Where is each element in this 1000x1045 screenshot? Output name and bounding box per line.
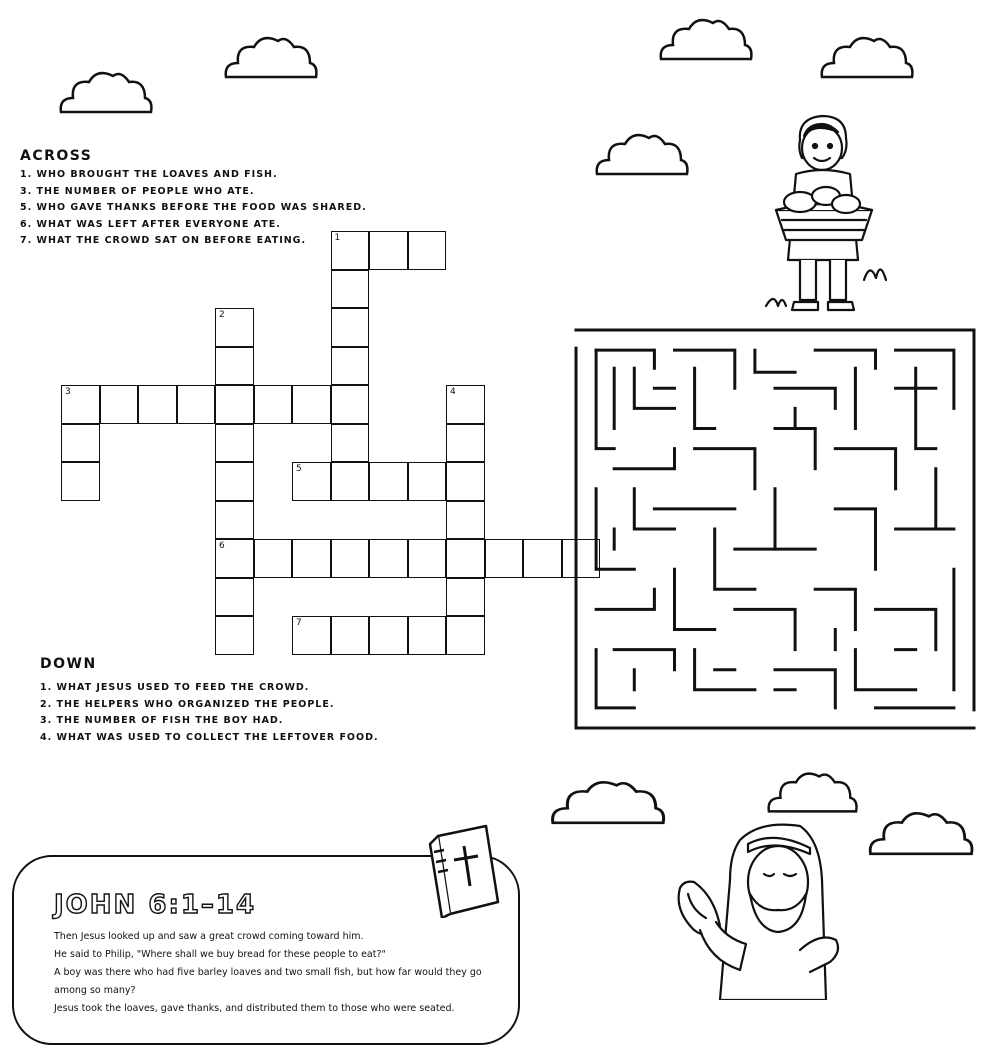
cloud-icon <box>222 33 320 81</box>
crossword-cell[interactable] <box>408 231 447 270</box>
crossword-cell[interactable] <box>215 308 254 347</box>
cloud-icon <box>548 777 668 827</box>
crossword-cell[interactable] <box>369 231 408 270</box>
crossword-cell[interactable] <box>331 270 370 309</box>
crossword-cell[interactable] <box>331 385 370 424</box>
crossword-cell[interactable] <box>254 539 293 578</box>
cloud-icon <box>57 68 155 116</box>
maze-puzzle <box>574 328 976 730</box>
across-heading: ACROSS <box>20 148 93 164</box>
crossword-cell[interactable] <box>331 231 370 270</box>
crossword-cell[interactable] <box>331 539 370 578</box>
crossword-cell[interactable] <box>446 424 485 463</box>
crossword-cell[interactable] <box>369 616 408 655</box>
down-clue-list <box>40 680 379 746</box>
crossword-cell[interactable] <box>331 308 370 347</box>
boy-with-basket-illustration <box>760 110 890 320</box>
crossword-cell[interactable] <box>408 539 447 578</box>
crossword-cell[interactable] <box>215 501 254 540</box>
across-clue: 5. WHO GAVE THANKS BEFORE THE FOOD WAS SHARED. <box>20 202 367 213</box>
cloud-icon <box>765 768 860 816</box>
crossword-cell[interactable] <box>100 385 139 424</box>
down-clue: 1. WHAT JESUS USED TO FEED THE CROWD. <box>40 682 310 693</box>
down-clue: 3. THE NUMBER OF FISH THE BOY HAD. <box>40 715 284 726</box>
crossword-cell[interactable] <box>215 578 254 617</box>
crossword-cell[interactable] <box>177 385 216 424</box>
across-clue-list <box>20 167 367 250</box>
crossword-cell[interactable] <box>331 462 370 501</box>
crossword-cell[interactable] <box>485 539 524 578</box>
crossword-cell[interactable] <box>254 385 293 424</box>
clue-number: 1 <box>334 233 341 243</box>
crossword-cell[interactable] <box>292 539 331 578</box>
crossword-cell[interactable] <box>446 385 485 424</box>
crossword-cell[interactable] <box>523 539 562 578</box>
cloud-icon <box>866 808 976 858</box>
down-clue: 2. THE HELPERS WHO ORGANIZED THE PEOPLE. <box>40 698 335 710</box>
crossword-cell[interactable] <box>331 347 370 386</box>
clue-number: 4 <box>450 387 456 397</box>
scripture-title: JOHN 6:1–14 <box>54 890 257 920</box>
crossword-cell[interactable] <box>61 385 100 424</box>
crossword-cell[interactable] <box>61 424 100 463</box>
cloud-icon <box>657 15 755 63</box>
crossword-cell[interactable] <box>215 385 254 424</box>
scripture-line: A boy was there who had five barley loaves and two small fish, but how far would they go <box>54 967 482 978</box>
cloud-icon <box>593 130 691 178</box>
crossword-cell[interactable] <box>215 462 254 501</box>
clue-number: 7 <box>296 618 302 628</box>
scripture-line: Then Jesus looked up and saw a great crowd coming toward him. <box>54 931 364 942</box>
crossword-cell[interactable] <box>138 385 177 424</box>
crossword-cell[interactable] <box>292 385 331 424</box>
scripture-line: He said to Philip, "Where shall we buy bread for these people to eat?" <box>54 949 386 960</box>
crossword-cell[interactable] <box>446 462 485 501</box>
cloud-icon <box>818 33 916 81</box>
jesus-with-bread-illustration <box>670 820 880 1000</box>
clue-number: 2 <box>219 310 225 320</box>
clue-number: 5 <box>296 464 302 474</box>
crossword-cell[interactable] <box>215 424 254 463</box>
down-heading: DOWN <box>40 656 97 672</box>
crossword-cell[interactable] <box>408 616 447 655</box>
crossword-cell[interactable] <box>292 616 331 655</box>
crossword-cell[interactable] <box>292 462 331 501</box>
clue-number: 6 <box>219 541 225 551</box>
across-clue: 3. THE NUMBER OF PEOPLE WHO ATE. <box>20 185 255 197</box>
crossword-cell[interactable] <box>446 539 485 578</box>
across-clue: 7. WHAT THE CROWD SAT ON BEFORE EATING. <box>20 235 307 246</box>
crossword-cell[interactable] <box>61 462 100 501</box>
bible-icon <box>424 822 502 918</box>
crossword-cell[interactable] <box>446 616 485 655</box>
crossword-cell[interactable] <box>215 616 254 655</box>
crossword-cell[interactable] <box>369 539 408 578</box>
across-clue: 6. WHAT WAS LEFT AFTER EVERYONE ATE. <box>20 218 281 230</box>
crossword-cell[interactable] <box>215 347 254 386</box>
crossword-cell[interactable] <box>331 616 370 655</box>
crossword-cell[interactable] <box>446 578 485 617</box>
crossword-cell[interactable] <box>408 462 447 501</box>
across-clue: 1. WHO BROUGHT THE LOAVES AND FISH. <box>20 169 278 180</box>
clue-number: 3 <box>65 387 71 397</box>
crossword-cell[interactable] <box>446 501 485 540</box>
scripture-line: Jesus took the loaves, gave thanks, and distributed them to those who were seated. <box>54 1003 455 1014</box>
down-clue: 4. WHAT WAS USED TO COLLECT THE LEFTOVER FOOD. <box>40 731 379 743</box>
crossword-cell[interactable] <box>369 462 408 501</box>
scripture-line: among so many? <box>54 985 136 996</box>
crossword-cell[interactable] <box>331 424 370 463</box>
crossword-cell[interactable] <box>215 539 254 578</box>
